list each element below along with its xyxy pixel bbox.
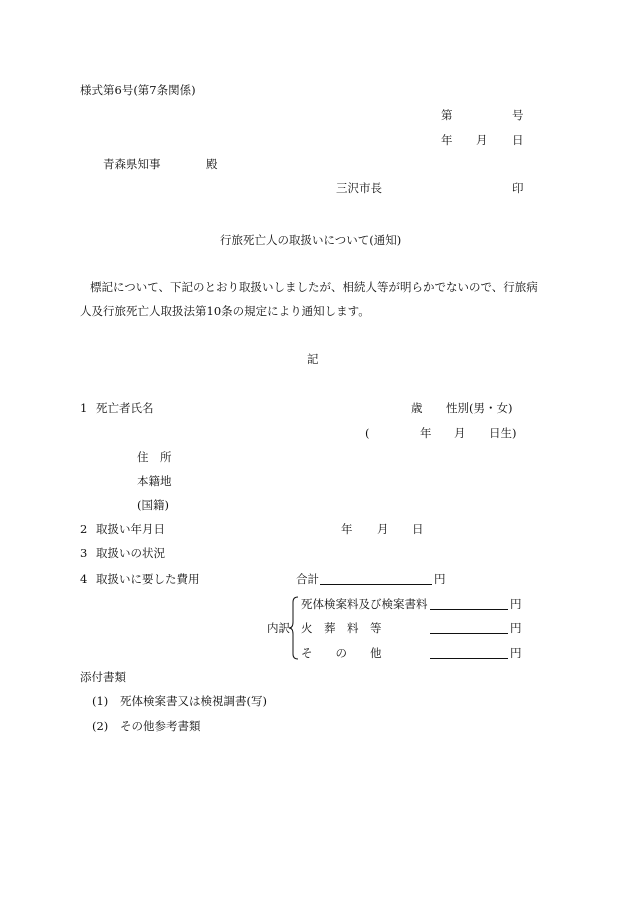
- item4-total-label: 合計: [296, 572, 319, 586]
- item1-birth-open: (: [365, 426, 370, 440]
- item1-age: 歳: [411, 401, 423, 415]
- item1-birth-month: 月: [454, 426, 466, 440]
- sender-name: 三沢市長: [336, 181, 382, 195]
- attachment-number: (1): [92, 694, 109, 708]
- breakdown-yen: 円: [510, 597, 522, 611]
- item2-year: 年: [341, 522, 353, 536]
- date-year: 年: [441, 133, 453, 147]
- item4-number: 4: [80, 572, 88, 586]
- addressee-honorific: 殿: [206, 157, 218, 171]
- breakdown-label: そ の 他: [301, 646, 382, 660]
- item4-total-yen: 円: [434, 572, 446, 586]
- attachments-heading: 添付書類: [80, 670, 126, 684]
- item1-label: 死亡者氏名: [96, 401, 154, 415]
- brace-icon: [289, 596, 299, 660]
- item3-number: 3: [80, 546, 88, 560]
- item2-day: 日: [412, 522, 424, 536]
- item1-birth-day: 日生): [489, 426, 517, 440]
- breakdown-blank: [430, 609, 508, 610]
- item4-label: 取扱いに要した費用: [96, 572, 200, 586]
- item1-birth-year: 年: [420, 426, 432, 440]
- document-number-prefix: 第: [441, 108, 453, 122]
- item1-sex: 性別(男・女): [446, 401, 513, 415]
- document-number-suffix: 号: [512, 108, 524, 122]
- breakdown-label: 火 葬 料 等: [301, 621, 382, 635]
- item1-address: 住 所: [137, 450, 172, 464]
- date-month: 月: [476, 133, 488, 147]
- date-day: 日: [512, 133, 524, 147]
- body-line-2: 人及行旅死亡人取扱法第10条の規定により通知します。: [80, 304, 370, 318]
- item2-number: 2: [80, 522, 88, 536]
- breakdown-yen: 円: [510, 646, 522, 660]
- attachment-text: 死体検案書又は検視調書(写): [120, 694, 267, 708]
- ki-heading: 記: [307, 352, 319, 366]
- item4-total-blank: [320, 584, 432, 585]
- item2-month: 月: [377, 522, 389, 536]
- item4-breakdown-label: 内訳: [267, 621, 290, 635]
- sender-seal: 印: [512, 181, 524, 195]
- item1-number: 1: [80, 401, 88, 415]
- item2-label: 取扱い年月日: [96, 522, 165, 536]
- breakdown-blank: [430, 633, 508, 634]
- body-line-1: 標記について、下記のとおり取扱いしましたが、相続人等が明らかでないので、行旅病: [90, 280, 538, 294]
- document-title: 行旅死亡人の取扱いについて(通知): [220, 233, 402, 247]
- attachment-number: (2): [92, 719, 109, 733]
- item1-honseki: 本籍地: [137, 474, 172, 488]
- breakdown-label: 死体検案料及び検案書料: [301, 597, 428, 611]
- attachment-text: その他参考書類: [120, 719, 201, 733]
- item1-nationality: (国籍): [137, 498, 169, 512]
- item3-label: 取扱いの状況: [96, 546, 165, 560]
- form-label: 様式第6号(第7条関係): [80, 83, 196, 97]
- addressee-name: 青森県知事: [103, 157, 161, 171]
- breakdown-blank: [430, 658, 508, 659]
- breakdown-yen: 円: [510, 621, 522, 635]
